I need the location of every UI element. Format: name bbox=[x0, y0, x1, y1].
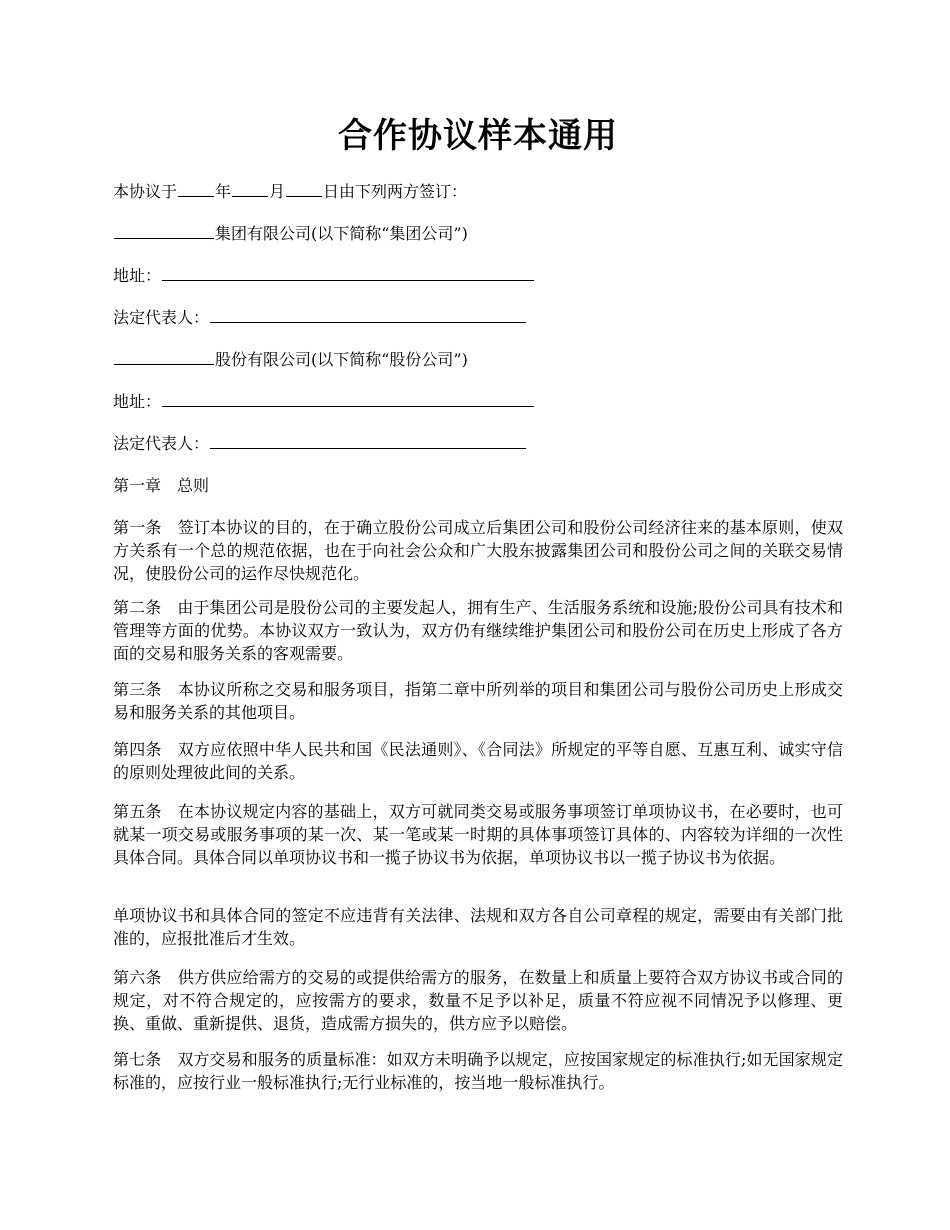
intro-text-1: 本协议于 bbox=[113, 182, 178, 201]
article-3 bbox=[113, 678, 843, 724]
article-text: 单项协议书和具体合同的签定不应违背有关法律、法规和双方各自公司章程的规定，需要由有关部门批准的，应报批准后才生效。 bbox=[113, 906, 843, 948]
year-blank bbox=[178, 180, 214, 197]
article-number: 第七条 bbox=[113, 1050, 162, 1069]
party-a-name-suffix: 集团有限公司(以下简称“集团公司”) bbox=[215, 224, 468, 243]
intro-text-4: 日由下列两方签订： bbox=[323, 182, 468, 201]
article-text: 双方交易和服务的质量标准：如双方未明确予以规定，应按国家规定的标准执行;如无国家规定标准的，应按行业一般标准执行;无行业标准的，按当地一般标准执行。 bbox=[113, 1050, 843, 1092]
article-number: 第四条 bbox=[113, 740, 162, 759]
article-4 bbox=[113, 738, 843, 784]
party-a-address-label: 地址： bbox=[113, 266, 162, 285]
article-text: 在本协议规定内容的基础上，双方可就同类交易或服务事项签订单项协议书，在必要时，也可就某一项交易或服务事项的某一次、某一笔或某一时期的具体事项签订具体的、内容较为详细的一次性具体合同。具体合同以单项协议书和一揽子协议书为依据，单项协议书以一揽子协议书为依据。 bbox=[113, 802, 843, 867]
party-a-name-blank bbox=[114, 222, 214, 239]
article-text: 双方应依照中华人民共和国《民法通则》、《合同法》所规定的平等自愿、互惠互利、诚实守信的原则处理彼此间的关系。 bbox=[113, 740, 843, 782]
article-7 bbox=[113, 1048, 843, 1094]
party-a-rep-line bbox=[113, 306, 527, 330]
chapter-label: 第一章 bbox=[113, 476, 162, 495]
intro-text-3: 月 bbox=[269, 182, 286, 201]
article-text: 本协议所称之交易和服务项目，指第二章中所列举的项目和集团公司与股份公司历史上形成交易和服务关系的其他项目。 bbox=[113, 680, 843, 722]
document-title: 合作协议样本通用 bbox=[338, 116, 618, 156]
party-a-rep-blank bbox=[210, 306, 526, 323]
article-number: 第五条 bbox=[113, 802, 162, 821]
party-b-name-suffix: 股份有限公司(以下简称“股份公司”) bbox=[215, 350, 468, 369]
article-number: 第二条 bbox=[113, 598, 162, 617]
article-text: 由于集团公司是股份公司的主要发起人，拥有生产、生活服务系统和设施;股份公司具有技术和管理等方面的优势。本协议双方一致认为，双方仍有继续维护集团公司和股份公司在历史上形成了各方面的交易和服务关系的客观需要。 bbox=[113, 598, 843, 663]
article-number: 第一条 bbox=[113, 518, 162, 537]
article-2 bbox=[113, 596, 843, 665]
month-blank bbox=[232, 180, 268, 197]
article-6 bbox=[113, 966, 843, 1035]
party-b-rep-label: 法定代表人： bbox=[113, 434, 210, 453]
party-b-address-blank bbox=[162, 390, 534, 407]
party-b-rep-line bbox=[113, 432, 527, 456]
party-a-address-line bbox=[113, 264, 535, 288]
intro-text-2: 年 bbox=[215, 182, 232, 201]
day-blank bbox=[286, 180, 322, 197]
article-text: 签订本协议的目的，在于确立股份公司成立后集团公司和股份公司经济往来的基本原则，使双方关系有一个总的规范依据，也在于向社会公众和广大股东披露集团公司和股份公司之间的关联交易情况，使股份公司的运作尽快规范化。 bbox=[113, 518, 843, 583]
chapter-heading bbox=[113, 474, 209, 498]
party-b-name-blank bbox=[114, 348, 214, 365]
intro-line bbox=[113, 180, 467, 204]
chapter-title: 总则 bbox=[177, 476, 210, 495]
article-number: 第六条 bbox=[113, 968, 162, 987]
party-a-rep-label: 法定代表人： bbox=[113, 308, 210, 327]
party-b-rep-blank bbox=[210, 432, 526, 449]
article-text: 供方供应给需方的交易的或提供给需方的服务，在数量上和质量上要符合双方协议书或合同的规定，对不符合规定的，应按需方的要求，数量不足予以补足，质量不符应视不同情况予以修理、更换、重做、重新提供、退货，造成需方损失的，供方应予以赔偿。 bbox=[113, 968, 843, 1033]
article-number: 第三条 bbox=[113, 680, 162, 699]
party-a-name-line bbox=[113, 222, 468, 246]
party-a-address-blank bbox=[162, 264, 534, 281]
article-5 bbox=[113, 800, 843, 869]
party-b-address-line bbox=[113, 390, 535, 414]
article-1 bbox=[113, 516, 843, 585]
party-b-address-label: 地址： bbox=[113, 392, 162, 411]
article-5-continuation bbox=[113, 904, 843, 950]
party-b-name-line bbox=[113, 348, 468, 372]
